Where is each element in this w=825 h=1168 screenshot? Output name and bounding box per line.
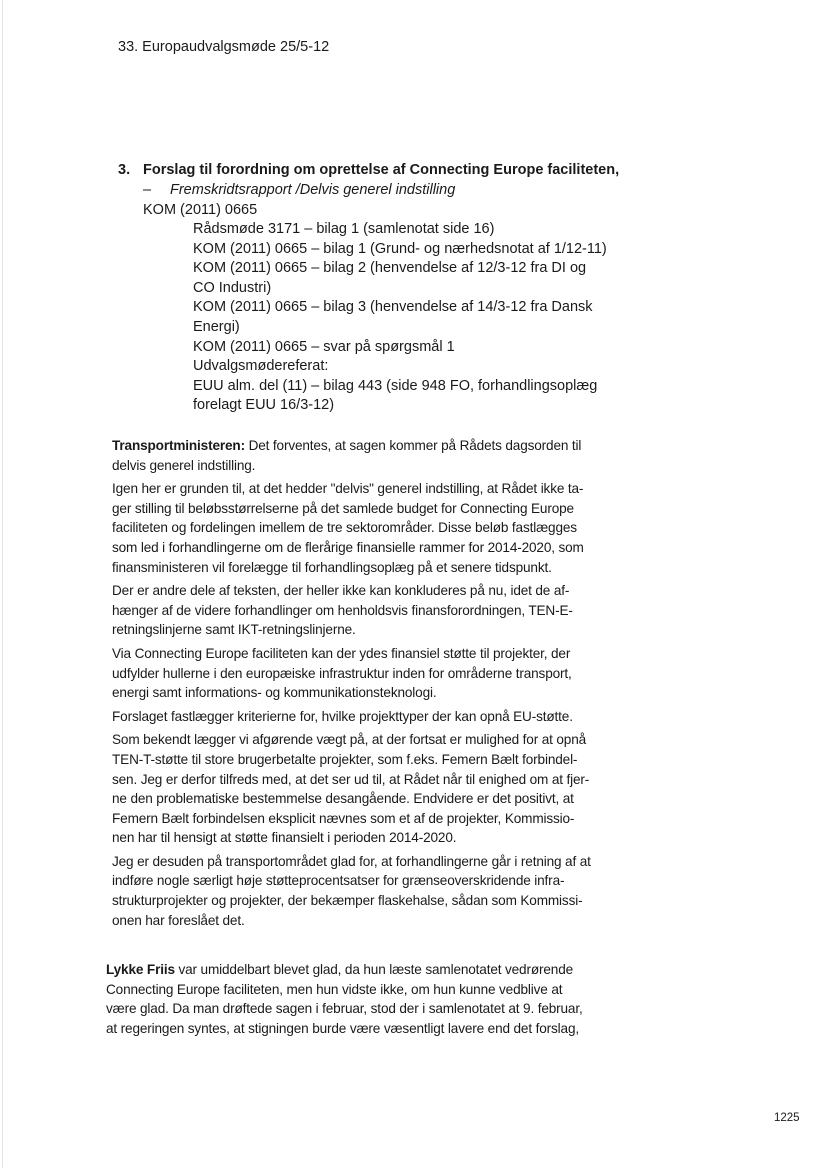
reference-line: forelagt EUU 16/3-12): [193, 397, 335, 414]
reference-line: CO Industri): [193, 279, 272, 296]
agenda-document-id: KOM (2011) 0665: [143, 202, 258, 218]
text-line: Connecting Europe faciliteten, men hun vidste ikke, om hun kunne vedblive at: [106, 981, 563, 997]
agenda-item: [118, 160, 638, 416]
text-line: retningslinjerne samt IKT-retningslinjerne.: [112, 622, 356, 638]
scan-edge-line: [2, 0, 3, 1168]
text-line: energi samt informations- og kommunikationsteknologi.: [112, 685, 437, 701]
text-line: delvis generel indstilling.: [112, 457, 256, 473]
text-line: Som bekendt lægger vi afgørende vægt på, at der fortsat er mulighed for at opnå: [112, 732, 587, 748]
statement-paragraph: [112, 707, 598, 727]
text-line: finansministeren vil forelægge til forhandlingsoplæg på et senere tidspunkt.: [112, 559, 552, 575]
text-line: strukturprojekter og projekter, der bekæmper flaskehalse, sådan som Kommissi-: [112, 893, 583, 909]
speaker-name: Transportministeren:: [112, 438, 245, 453]
transport-minister-statement: [112, 436, 598, 934]
statement-paragraph: [112, 436, 598, 475]
speaker-name: Lykke Friis: [106, 962, 175, 977]
page-header: 33. Europaudvalgsmøde 25/5-12: [118, 39, 330, 55]
agenda-title: Forslag til forordning om oprettelse af Connecting Europe faciliteten,: [143, 162, 620, 178]
reference-line: Energi): [193, 318, 240, 335]
agenda-references: [118, 220, 638, 416]
text-line: at regeringen syntes, at stigningen burde være væsentligt lavere end det forslag,: [106, 1020, 579, 1036]
statement-paragraph: [112, 644, 598, 703]
text-line: Det forventes, at sagen kommer på Rådets dagsorden til: [244, 438, 582, 453]
agenda-title-row: [118, 160, 638, 180]
agenda-number: 3.: [118, 162, 131, 178]
reference-line: KOM (2011) 0665 – svar på spørgsmål 1: [193, 338, 455, 355]
text-line: hænger af de videre forhandlinger om henholdsvis finansforordningen, TEN-E-: [112, 602, 573, 618]
statement-paragraph: [112, 479, 598, 577]
text-line: var umiddelbart blevet glad, da hun læste samlenotatet vedrørende: [174, 962, 574, 977]
reference-line: KOM (2011) 0665 – bilag 2 (henvendelse af 12/3-12 fra DI og: [193, 260, 587, 277]
statement-paragraph: [106, 960, 592, 1038]
statement-paragraph: [112, 852, 598, 930]
text-line: sen. Jeg er derfor tilfreds med, at det ser ud til, at Rådet når til enighed om at fjer-: [112, 771, 590, 787]
text-line: Femern Bælt forbindelsen eksplicit nævnes som et af de projekter, Kommissio-: [112, 810, 575, 826]
agenda-subtitle-row: [118, 180, 638, 200]
text-line: indføre nogle særligt høje støtteprocentsatser for grænseoverskridende infra-: [112, 873, 565, 889]
text-line: Via Connecting Europe faciliteten kan der ydes finansiel støtte til projekter, der: [112, 645, 571, 661]
agenda-subtitle: Fremskridtsrapport /Delvis generel indstilling: [170, 182, 456, 198]
text-line: faciliteten og fordelingen imellem de tre sektorområder. Disse beløb fastlægges: [112, 520, 577, 536]
lykke-friis-statement: [106, 960, 592, 1042]
text-line: nen har til hensigt at støtte finansielt i perioden 2014-2020.: [112, 830, 457, 846]
text-line: ne den problematiske bestemmelse desangående. Endvidere er det positivt, at: [112, 791, 574, 807]
page-number: 1225: [774, 1112, 800, 1124]
text-line: ger stilling til beløbsstørrelserne på det samlede budget for Connecting Europe: [112, 500, 574, 516]
text-line: onen har foreslået det.: [112, 912, 245, 928]
statement-paragraph: [112, 581, 598, 640]
reference-line: Rådsmøde 3171 – bilag 1 (samlenotat side 16): [193, 221, 495, 237]
text-line: som led i forhandlingerne om de flerårige finansielle rammer for 2014-2020, som: [112, 539, 584, 555]
reference-line: EUU alm. del (11) – bilag 443 (side 948 FO, forhandlingsoplæg: [193, 377, 598, 394]
text-line: TEN-T-støtte til store brugerbetalte projekter, som f.eks. Femern Bælt forbindel-: [112, 751, 578, 767]
text-line: udfylder hullerne i den europæiske infrastruktur inden for områderne transport,: [112, 665, 572, 681]
text-line: være glad. Da man drøftede sagen i februar, stod der i samlenotatet at 9. februar,: [106, 1001, 583, 1017]
reference-line: KOM (2011) 0665 – bilag 3 (henvendelse af 14/3-12 fra Dansk: [193, 299, 593, 316]
reference-line: KOM (2011) 0665 – bilag 1 (Grund- og nærhedsnotat af 1/12-11): [193, 240, 607, 257]
text-line: Jeg er desuden på transportområdet glad for, at forhandlingerne går i retning af at: [112, 853, 591, 869]
text-line: Der er andre dele af teksten, der heller ikke kan konkluderes på nu, idet de af-: [112, 583, 570, 599]
text-line: Forslaget fastlægger kriterierne for, hvilke projekttyper der kan opnå EU-støtte.: [112, 708, 573, 724]
agenda-dash: –: [143, 182, 152, 198]
statement-paragraph: [112, 730, 598, 848]
text-line: Igen her er grunden til, at det hedder "delvis" generel indstilling, at Rådet ikke ta-: [112, 481, 584, 497]
reference-line: Udvalgsmødereferat:: [193, 358, 329, 375]
